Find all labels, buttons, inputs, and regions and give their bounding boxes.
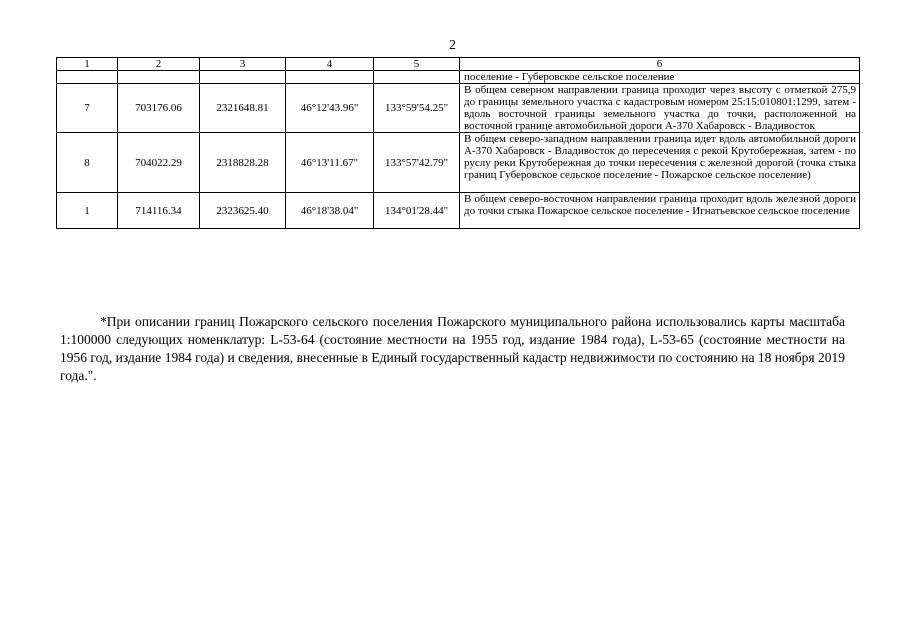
header-col-2: 2 bbox=[118, 58, 200, 71]
x-coordinate: 704022.29 bbox=[118, 133, 200, 193]
table-header-row bbox=[57, 58, 860, 71]
header-col-4: 4 bbox=[286, 58, 374, 71]
continuation-description: поселение - Губеровское сельское поселение bbox=[460, 71, 860, 84]
x-coordinate: 703176.06 bbox=[118, 84, 200, 133]
header-col-6: 6 bbox=[460, 58, 860, 71]
page-number: 2 bbox=[449, 38, 456, 53]
footnote-paragraph: *При описании границ Пожарского сельского поселения Пожарского муниципального района использовались карты масштаба 1:100000 следующих номенклатур: L-53-64 (состояние местности на 1955 год, издание 1984 года), L-53-65 (состояние местности на 1956 год, издание 1984 года) и сведения, внесенные в Единый государственный кадастр недвижимости по состоянию на 18 ноября 2019 года.". bbox=[60, 314, 845, 383]
table-cell bbox=[286, 71, 374, 84]
point-number: 8 bbox=[57, 133, 118, 193]
y-coordinate: 2321648.81 bbox=[200, 84, 286, 133]
row-description: В общем северном направлении граница проходит через высоту с отметкой 275,9 до границы земельного участка с кадастровым номером 25:15:010801:1299, затем - вдоль восточной границы земельного участка до точки, расположенной на восточной границе автомобильной дороги А-370 Хабаровск - Владивосток bbox=[460, 84, 860, 133]
latitude: 46°12'43.96" bbox=[286, 84, 374, 133]
longitude: 134°01'28.44" bbox=[374, 193, 460, 229]
y-coordinate: 2318828.28 bbox=[200, 133, 286, 193]
header-col-5: 5 bbox=[374, 58, 460, 71]
longitude: 133°59'54.25" bbox=[374, 84, 460, 133]
longitude: 133°57'42.79" bbox=[374, 133, 460, 193]
y-coordinate: 2323625.40 bbox=[200, 193, 286, 229]
x-coordinate: 714116.34 bbox=[118, 193, 200, 229]
table-row bbox=[57, 71, 860, 84]
header-col-1: 1 bbox=[57, 58, 118, 71]
table-row bbox=[57, 193, 860, 229]
table-cell bbox=[57, 71, 118, 84]
point-number: 7 bbox=[57, 84, 118, 133]
row-description: В общем северо-восточном направлении граница проходит вдоль железной дороги до точки стыка Пожарское сельское поселение - Игнатьевское сельское поселение bbox=[460, 193, 860, 229]
latitude: 46°13'11.67" bbox=[286, 133, 374, 193]
point-number: 1 bbox=[57, 193, 118, 229]
latitude: 46°18'38.04" bbox=[286, 193, 374, 229]
boundary-points-table bbox=[56, 57, 860, 229]
row-description: В общем северо-западном направлении граница идет вдоль автомобильной дороги А-370 Хабаровск - Владивосток до пересечения с рекой Крутобережная, затем - по руслу реки Крутобережная до точки пересечения с железной дорогой (точка стыка границ Губеровское сельское поселение - Пожарское сельское поселение) bbox=[460, 133, 860, 193]
table-cell bbox=[374, 71, 460, 84]
table-cell bbox=[118, 71, 200, 84]
table-cell bbox=[200, 71, 286, 84]
header-col-3: 3 bbox=[200, 58, 286, 71]
